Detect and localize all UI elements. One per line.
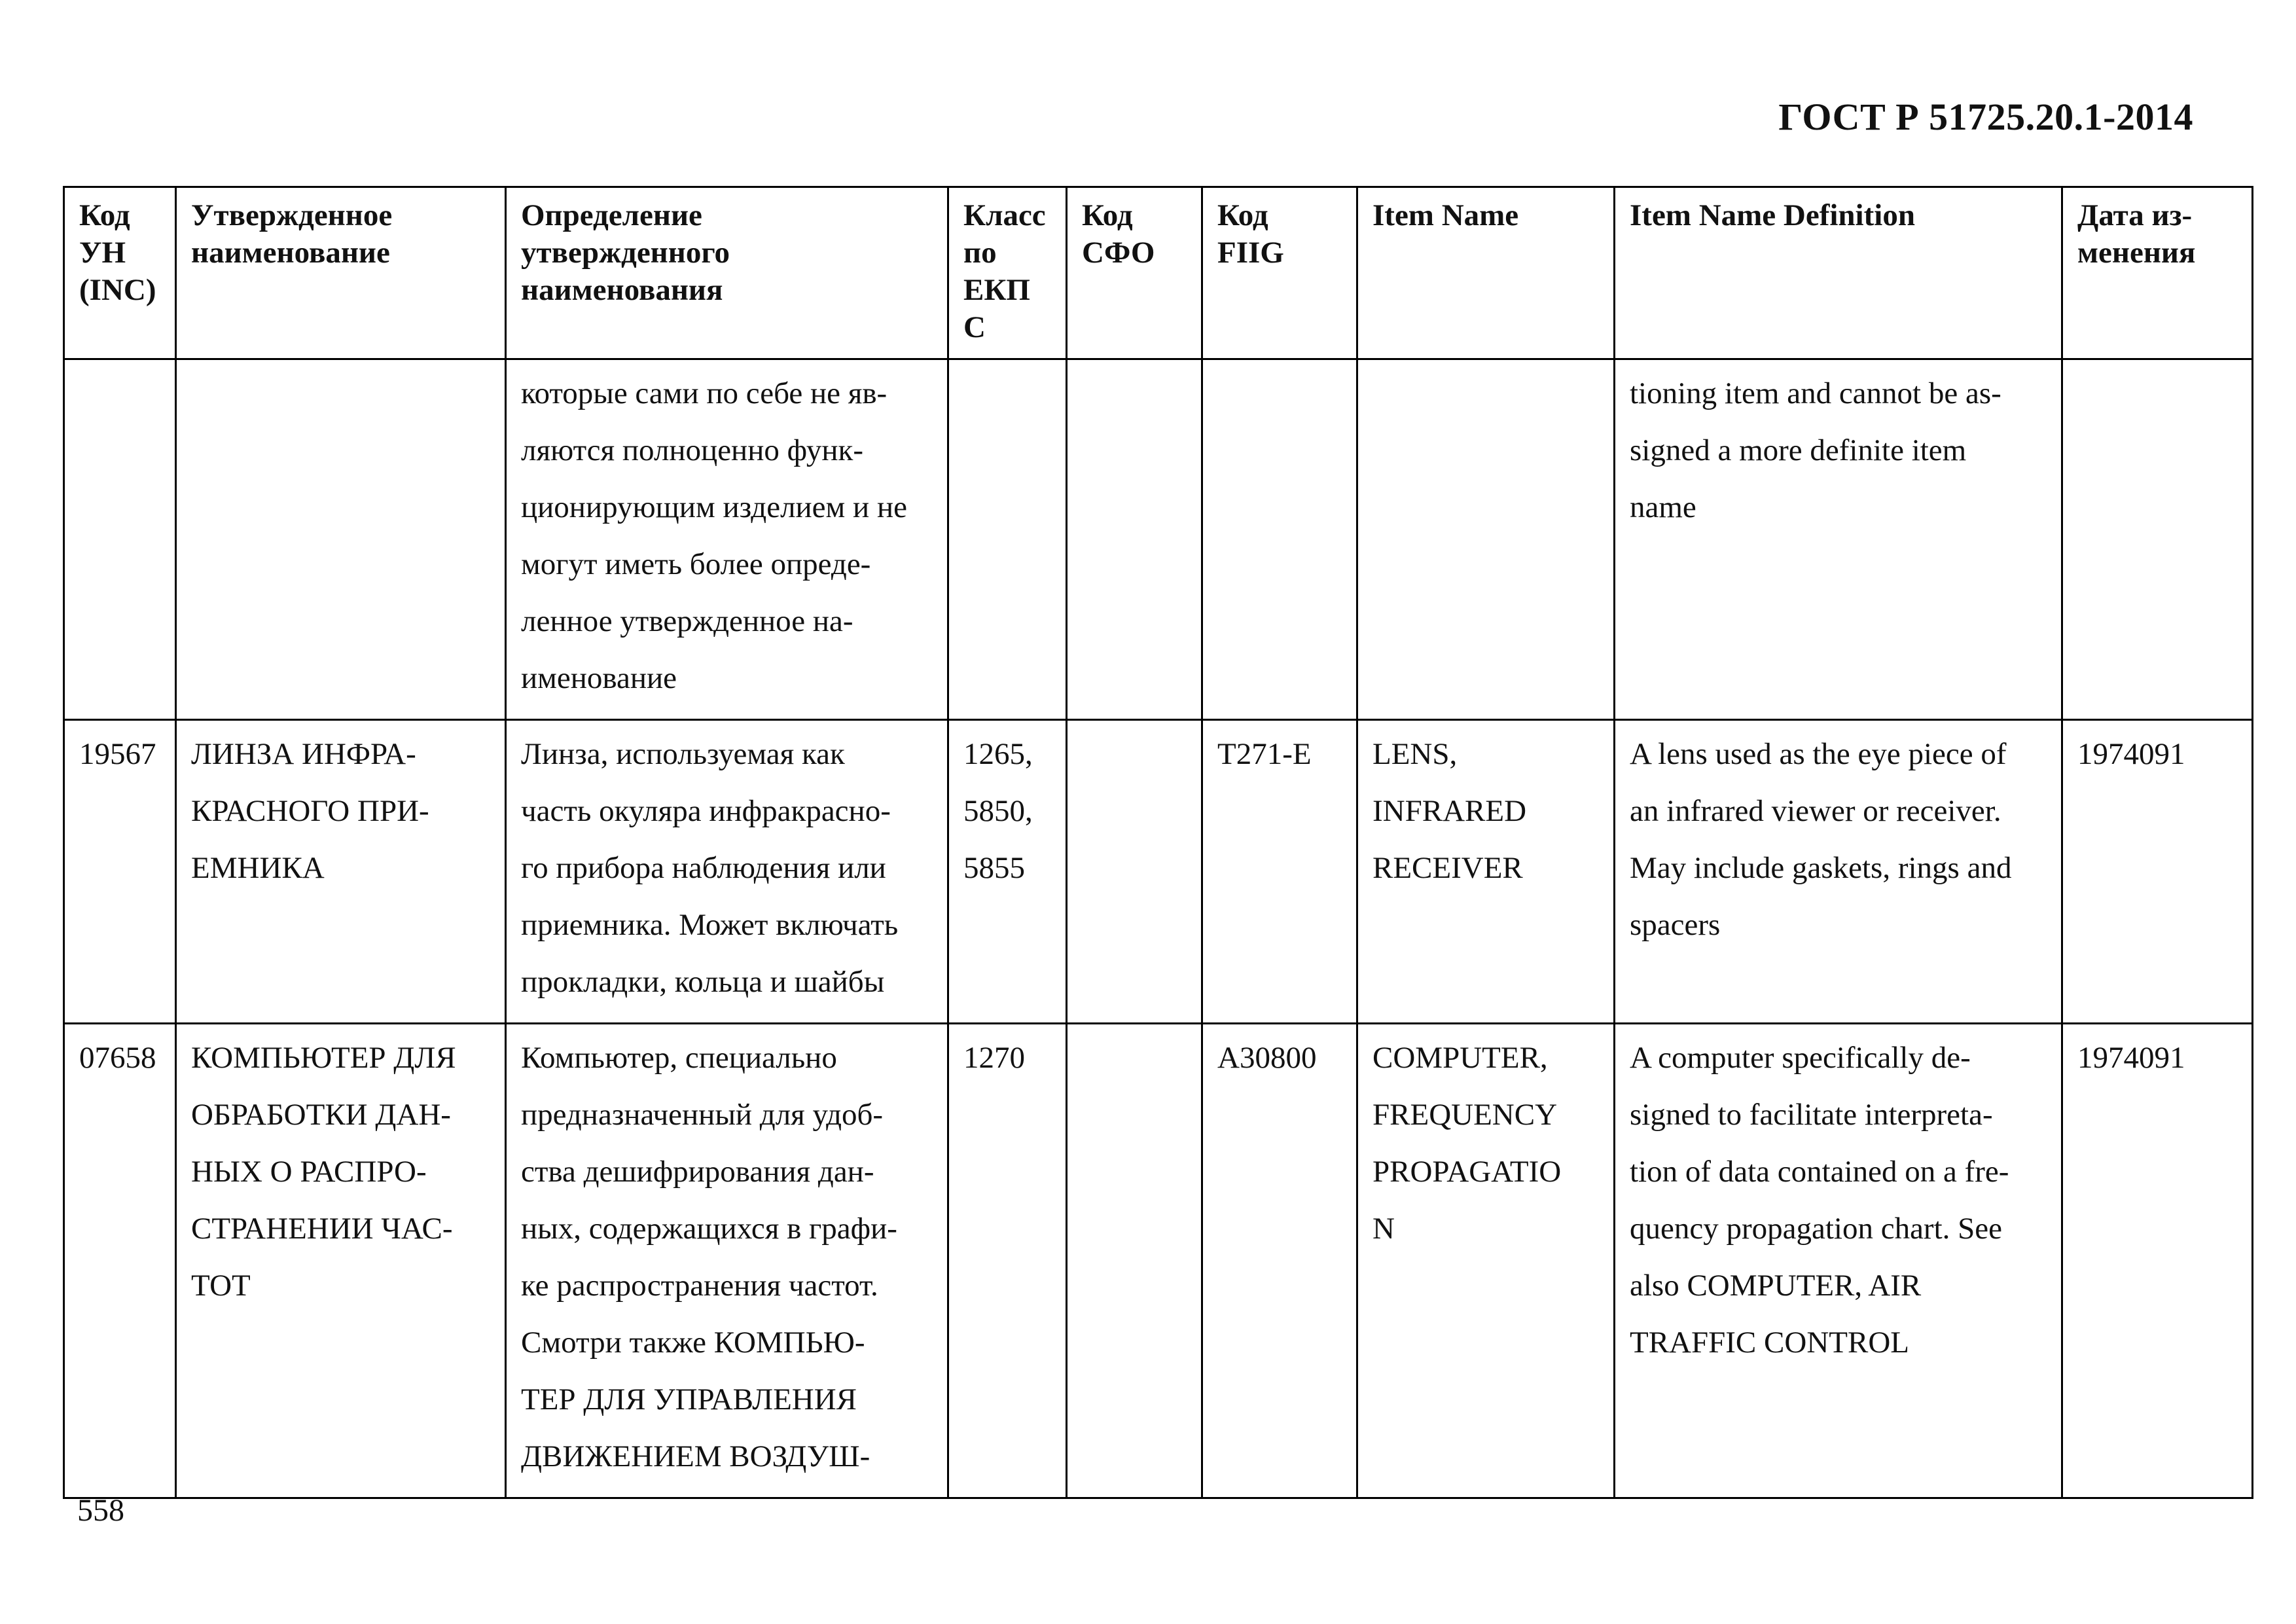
cell-date <box>2062 359 2253 720</box>
document-code: ГОСТ Р 51725.20.1-2014 <box>1778 96 2193 138</box>
cell-approved-name: ЛИНЗА ИНФРА- КРАСНОГО ПРИ- ЕМНИКА <box>176 720 506 1024</box>
cell-class <box>948 359 1067 720</box>
cell-fiig: A30800 <box>1202 1024 1357 1498</box>
table-row <box>64 1024 2253 1498</box>
cell-inc: 19567 <box>64 720 176 1024</box>
cell-item-name: LENS, INFRARED RECEIVER <box>1357 720 1615 1024</box>
cell-sfo <box>1067 359 1202 720</box>
cell-inc <box>64 359 176 720</box>
cell-item-name <box>1357 359 1615 720</box>
header-approved-name: Утвержденное наименование <box>176 187 506 359</box>
header-inc: Код УН (INC) <box>64 187 176 359</box>
cell-item-definition: tioning item and cannot be as- signed a more definite item name <box>1615 359 2062 720</box>
header-change-date: Дата из- менения <box>2062 187 2253 359</box>
header-sfo-code: Код СФО <box>1067 187 1202 359</box>
item-names-table <box>63 186 2253 1499</box>
cell-sfo <box>1067 720 1202 1024</box>
cell-inc: 07658 <box>64 1024 176 1498</box>
cell-definition: Линза, используемая как часть окуляра инфракрасно- го прибора наблюдения или приемника. Может включать прокладки, кольца и шайбы <box>506 720 948 1024</box>
cell-approved-name <box>176 359 506 720</box>
cell-fiig: T271-E <box>1202 720 1357 1024</box>
header-approved-name-definition: Определение утвержденного наименования <box>506 187 948 359</box>
header-item-name-definition: Item Name Definition <box>1615 187 2062 359</box>
table-row <box>64 720 2253 1024</box>
table-row <box>64 359 2253 720</box>
table-header-row <box>64 187 2253 359</box>
cell-class: 1270 <box>948 1024 1067 1498</box>
cell-item-name: COMPUTER, FREQUENCY PROPAGATIO N <box>1357 1024 1615 1498</box>
cell-approved-name: КОМПЬЮТЕР ДЛЯ ОБРАБОТКИ ДАН- НЫХ О РАСПРО- СТРАНЕНИИ ЧАС- ТОТ <box>176 1024 506 1498</box>
header-class: Класс по ЕКП С <box>948 187 1067 359</box>
cell-sfo <box>1067 1024 1202 1498</box>
header-item-name: Item Name <box>1357 187 1615 359</box>
page-number: 558 <box>77 1493 124 1528</box>
cell-definition: которые сами по себе не яв- ляются полноценно функ- ционирующим изделием и не могут иметь более опреде- ленное утвержденное на- именование <box>506 359 948 720</box>
cell-item-definition: A computer specifically de- signed to facilitate interpreta- tion of data contained on a fre- quency propagation chart. See also COMPUTER, AIR TRAFFIC CONTROL <box>1615 1024 2062 1498</box>
cell-date: 1974091 <box>2062 1024 2253 1498</box>
cell-fiig <box>1202 359 1357 720</box>
header-fiig-code: Код FIIG <box>1202 187 1357 359</box>
cell-definition: Компьютер, специально предназначенный для удоб- ства дешифрирования дан- ных, содержащихся в графи- ке распространения частот. Смотри также КОМПЬЮ- ТЕР ДЛЯ УПРАВЛЕНИЯ ДВИЖЕНИЕМ ВОЗДУШ- <box>506 1024 948 1498</box>
cell-class: 1265, 5850, 5855 <box>948 720 1067 1024</box>
cell-date: 1974091 <box>2062 720 2253 1024</box>
cell-item-definition: A lens used as the eye piece of an infrared viewer or receiver. May include gaskets, rings and spacers <box>1615 720 2062 1024</box>
